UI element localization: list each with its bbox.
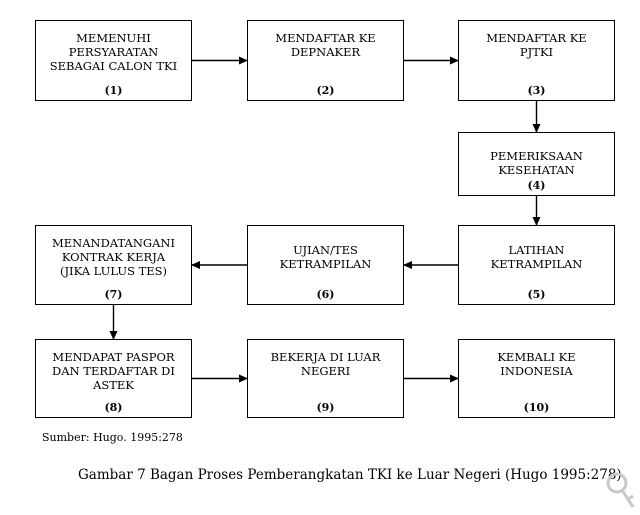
source-note: Sumber: Hugo. 1995:278 [42,431,183,444]
step-label: MENDAFTAR KE DEPNAKER [275,31,376,59]
step-number: (3) [527,84,546,97]
step-number: (5) [527,288,546,301]
step-label: UJIAN/TES KETRAMPILAN [279,243,372,271]
step-label: MEMENUHI PERSYARATAN SEBAGAI CALON TKI [49,31,178,73]
step-box-8 [35,339,192,418]
step-box-4 [458,132,615,196]
step-box-7 [35,225,192,305]
step-label: LATIHAN KETRAMPILAN [490,243,583,271]
key-watermark-icon [603,470,637,510]
step-box-5 [458,225,615,305]
step-number: (10) [523,401,550,414]
step-box-3 [458,20,615,101]
step-label: MENDAPAT PASPOR DAN TERDAFTAR DI ASTEK [52,350,175,392]
step-number: (2) [316,84,335,97]
step-box-2 [247,20,404,101]
step-number: (7) [104,288,123,301]
step-number: (8) [104,401,123,414]
step-box-9 [247,339,404,418]
step-number: (6) [316,288,335,301]
step-box-10 [458,339,615,418]
step-number: (9) [316,401,335,414]
step-box-1 [35,20,192,101]
step-label: KEMBALI KE INDONESIA [497,350,576,378]
step-label: MENDAFTAR KE PJTKI [486,31,587,59]
step-label: BEKERJA DI LUAR NEGERI [270,350,381,378]
step-label: MENANDATANGANI KONTRAK KERJA (JIKA LULUS TES) [51,236,175,278]
step-number: (4) [527,179,546,192]
step-box-6 [247,225,404,305]
figure-caption: Gambar 7 Bagan Proses Pemberangkatan TKI ke Luar Negeri (Hugo 1995:278) [78,467,622,483]
step-number: (1) [104,84,123,97]
step-label: PEMERIKSAAN KESEHATAN [490,149,583,177]
